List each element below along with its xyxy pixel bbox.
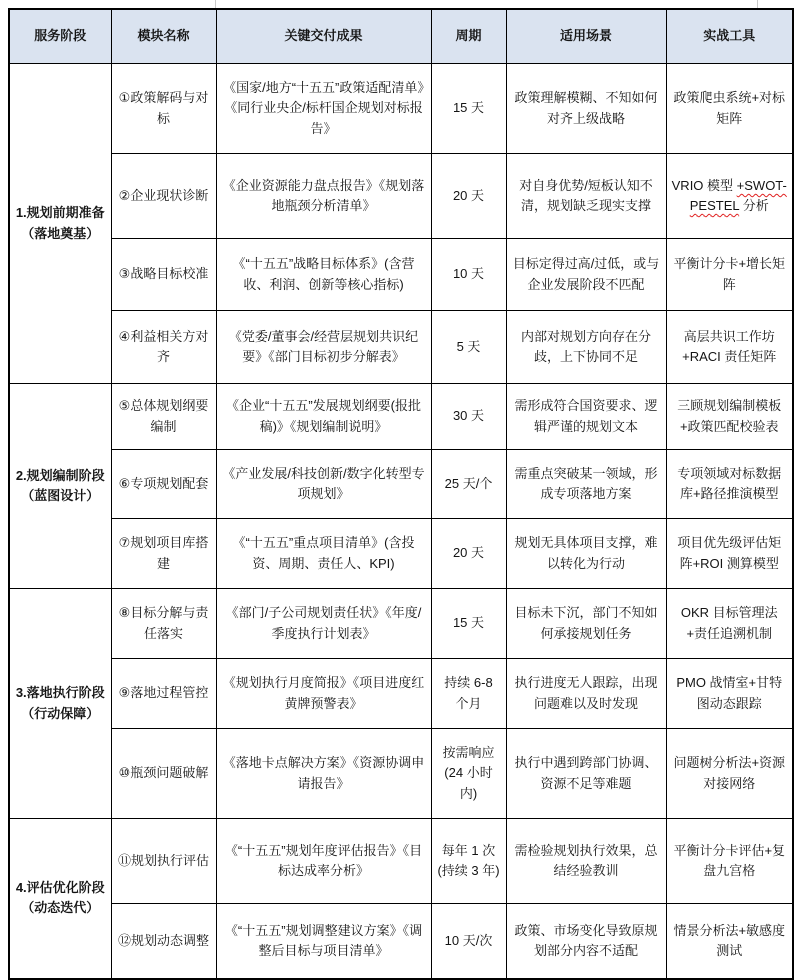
deliverable-cell: 《国家/地方“十五五”政策适配清单》《同行业央企/标杆国企规划对标报告》 <box>216 64 431 154</box>
col-header-deliverable: 关键交付成果 <box>216 9 431 64</box>
table-row <box>9 450 793 519</box>
col-header-scenario: 适用场景 <box>506 9 666 64</box>
tool-cell: VRIO 模型 +SWOT-PESTEL 分析 <box>666 154 793 239</box>
module-cell: ④利益相关方对齐 <box>111 311 216 384</box>
module-cell: ⑤总体规划纲要编制 <box>111 384 216 450</box>
cycle-cell: 按需响应 (24 小时内) <box>431 729 506 819</box>
table-row <box>9 311 793 384</box>
cycle-cell: 每年 1 次 (持续 3 年) <box>431 819 506 904</box>
cycle-cell: 20 天 <box>431 154 506 239</box>
table-row <box>9 154 793 239</box>
tool-cell: 高层共识工作坊+RACI 责任矩阵 <box>666 311 793 384</box>
table-row <box>9 519 793 589</box>
module-cell: ②企业现状诊断 <box>111 154 216 239</box>
tool-cell: 项目优先级评估矩阵+ROI 测算模型 <box>666 519 793 589</box>
col-header-cycle: 周期 <box>431 9 506 64</box>
tool-cell: 问题树分析法+资源对接网络 <box>666 729 793 819</box>
module-cell: ⑪规划执行评估 <box>111 819 216 904</box>
deliverable-cell: 《企业“十五五”发展规划纲要(报批稿)》《规划编制说明》 <box>216 384 431 450</box>
cycle-cell: 10 天/次 <box>431 904 506 979</box>
table-row <box>9 239 793 311</box>
table-header <box>9 9 793 64</box>
scenario-cell: 内部对规划方向存在分歧，上下协同不足 <box>506 311 666 384</box>
module-cell: ⑥专项规划配套 <box>111 450 216 519</box>
tool-cell: 情景分析法+敏感度测试 <box>666 904 793 979</box>
tool-cell: 平衡计分卡+增长矩阵 <box>666 239 793 311</box>
col-header-tool: 实战工具 <box>666 9 793 64</box>
cycle-cell: 20 天 <box>431 519 506 589</box>
stage-label-cell: 3.落地执行阶段（行动保障） <box>9 589 111 819</box>
module-cell: ③战略目标校准 <box>111 239 216 311</box>
deliverable-cell: 《部门/子公司规划责任状》《年度/季度执行计划表》 <box>216 589 431 659</box>
gridline-artifact <box>215 0 216 8</box>
table-row <box>9 659 793 729</box>
cycle-cell: 15 天 <box>431 589 506 659</box>
planning-service-table <box>8 8 794 980</box>
module-cell: ⑦规划项目库搭建 <box>111 519 216 589</box>
deliverable-cell: 《企业资源能力盘点报告》《规划落地瓶颈分析清单》 <box>216 154 431 239</box>
tool-cell: 平衡计分卡评估+复盘九宫格 <box>666 819 793 904</box>
scenario-cell: 政策理解模糊、不知如何对齐上级战略 <box>506 64 666 154</box>
scenario-cell: 目标定得过高/过低，或与企业发展阶段不匹配 <box>506 239 666 311</box>
module-cell: ⑫规划动态调整 <box>111 904 216 979</box>
scenario-cell: 对自身优势/短板认知不清，规划缺乏现实支撑 <box>506 154 666 239</box>
deliverable-cell: 《“十五五”重点项目清单》(含投资、周期、责任人、KPI) <box>216 519 431 589</box>
tool-cell: OKR 目标管理法+责任追溯机制 <box>666 589 793 659</box>
cycle-cell: 5 天 <box>431 311 506 384</box>
col-header-stage: 服务阶段 <box>9 9 111 64</box>
scenario-cell: 需重点突破某一领域，形成专项落地方案 <box>506 450 666 519</box>
module-cell: ①政策解码与对标 <box>111 64 216 154</box>
deliverable-cell: 《“十五五”规划调整建议方案》《调整后目标与项目清单》 <box>216 904 431 979</box>
stage-label-cell: 1.规划前期准备（落地奠基） <box>9 64 111 384</box>
scenario-cell: 需检验规划执行效果，总结经验教训 <box>506 819 666 904</box>
stage-label-cell: 2.规划编制阶段（蓝图设计） <box>9 384 111 589</box>
deliverable-cell: 《落地卡点解决方案》《资源协调申请报告》 <box>216 729 431 819</box>
table-row <box>9 904 793 979</box>
deliverable-cell: 《党委/董事会/经营层规划共识纪要》《部门目标初步分解表》 <box>216 311 431 384</box>
gridline-artifact <box>757 0 758 8</box>
cycle-cell: 30 天 <box>431 384 506 450</box>
table-row <box>9 589 793 659</box>
col-header-module: 模块名称 <box>111 9 216 64</box>
scenario-cell: 政策、市场变化导致原规划部分内容不适配 <box>506 904 666 979</box>
deliverable-cell: 《“十五五”战略目标体系》(含营收、利润、创新等核心指标) <box>216 239 431 311</box>
cycle-cell: 10 天 <box>431 239 506 311</box>
table-row <box>9 729 793 819</box>
tool-cell: 三顾规划编制模板+政策匹配校验表 <box>666 384 793 450</box>
deliverable-cell: 《规划执行月度简报》《项目进度红黄牌预警表》 <box>216 659 431 729</box>
tool-cell: 政策爬虫系统+对标矩阵 <box>666 64 793 154</box>
module-cell: ⑨落地过程管控 <box>111 659 216 729</box>
deliverable-cell: 《产业发展/科技创新/数字化转型专项规划》 <box>216 450 431 519</box>
stage-label-cell: 4.评估优化阶段（动态迭代） <box>9 819 111 979</box>
scenario-cell: 规划无具体项目支撑，难以转化为行动 <box>506 519 666 589</box>
scenario-cell: 执行中遇到跨部门协调、资源不足等难题 <box>506 729 666 819</box>
table-row <box>9 384 793 450</box>
table-body <box>9 64 793 979</box>
scenario-cell: 目标未下沉，部门不知如何承接规划任务 <box>506 589 666 659</box>
cycle-cell: 持续 6-8 个月 <box>431 659 506 729</box>
table-row <box>9 819 793 904</box>
deliverable-cell: 《“十五五”规划年度评估报告》《目标达成率分析》 <box>216 819 431 904</box>
cycle-cell: 15 天 <box>431 64 506 154</box>
module-cell: ⑩瓶颈问题破解 <box>111 729 216 819</box>
scenario-cell: 需形成符合国资要求、逻辑严谨的规划文本 <box>506 384 666 450</box>
module-cell: ⑧目标分解与责任落实 <box>111 589 216 659</box>
cycle-cell: 25 天/个 <box>431 450 506 519</box>
tool-cell: PMO 战情室+甘特图动态跟踪 <box>666 659 793 729</box>
spellcheck-flagged-text: +SWOT-PESTEL <box>689 177 787 213</box>
scenario-cell: 执行进度无人跟踪，出现问题难以及时发现 <box>506 659 666 729</box>
table-row <box>9 64 793 154</box>
header-row <box>9 9 793 64</box>
tool-cell: 专项领域对标数据库+路径推演模型 <box>666 450 793 519</box>
